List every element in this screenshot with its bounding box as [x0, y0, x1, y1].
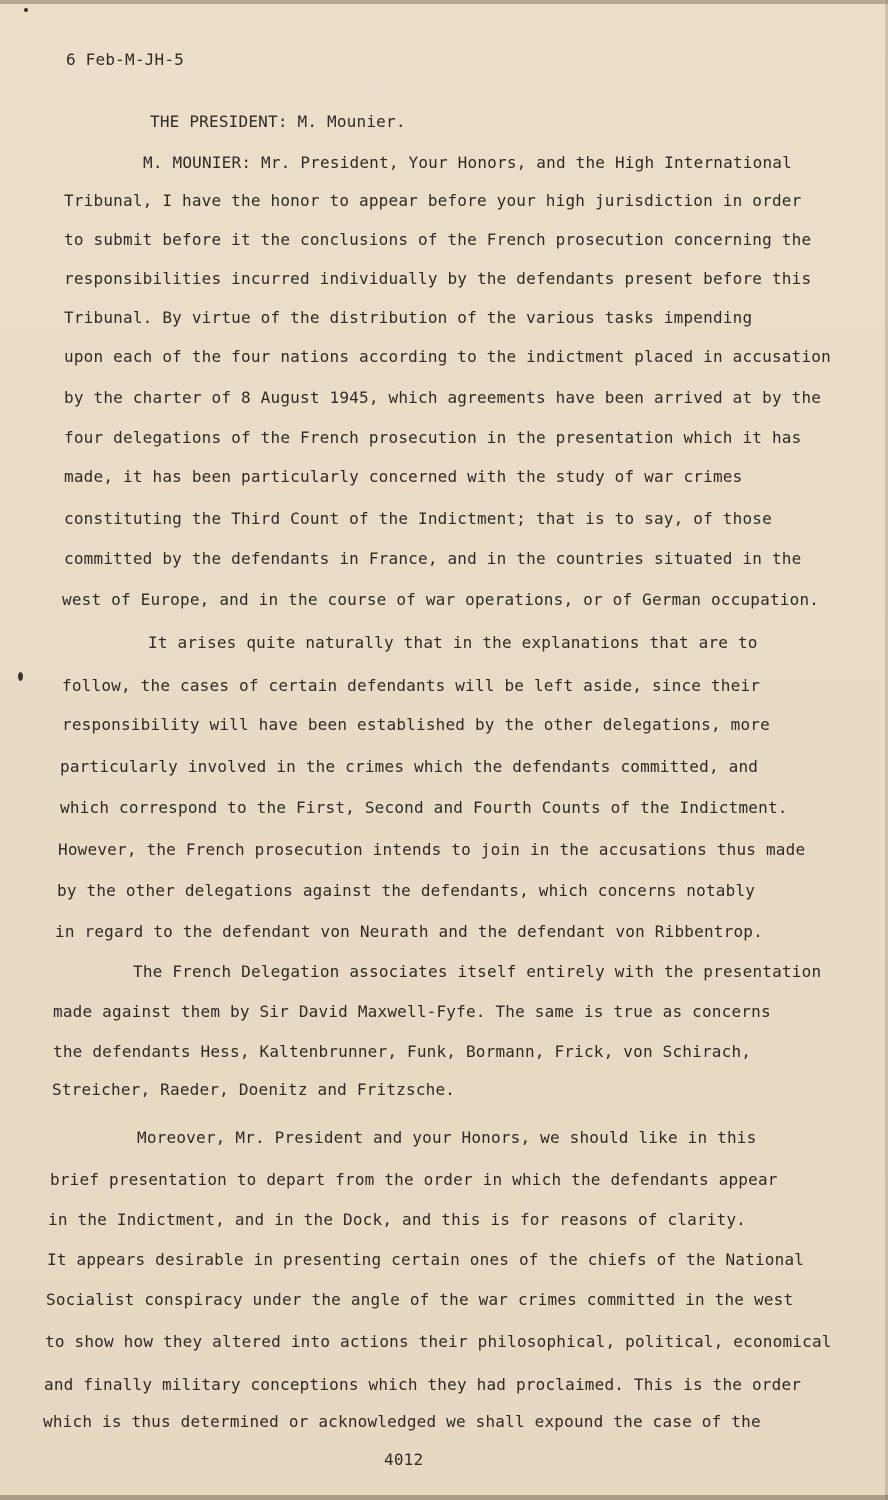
text-line: west of Europe, and in the course of war operations, or of German occupation. [62, 590, 820, 609]
document-header: 6 Feb-M-JH-5 [66, 50, 184, 69]
text-line: constituting the Third Count of the Indictment; that is to say, of those [64, 509, 772, 528]
page-bottom-edge [0, 1495, 888, 1500]
text-line: upon each of the four nations according to the indictment placed in accusation [64, 347, 831, 366]
ink-speck [24, 8, 28, 12]
text-line: The French Delegation associates itself entirely with the presentation [133, 962, 822, 981]
text-line: Moreover, Mr. President and your Honors, we should like in this [137, 1128, 757, 1147]
text-line: made against them by Sir David Maxwell-Fyfe. The same is true as concerns [53, 1002, 771, 1021]
page-top-edge [0, 0, 888, 4]
text-line: committed by the defendants in France, and in the countries situated in the [64, 549, 802, 568]
text-line: However, the French prosecution intends to join in the accusations thus made [58, 840, 806, 859]
text-line: follow, the cases of certain defendants will be left aside, since their [62, 676, 761, 695]
text-line: Tribunal, I have the honor to appear before your high jurisdiction in order [64, 191, 802, 210]
text-line: by the charter of 8 August 1945, which agreements have been arrived at by the [64, 388, 822, 407]
text-line: to submit before it the conclusions of the French prosecution concerning the [64, 230, 812, 249]
text-line: Tribunal. By virtue of the distribution of the various tasks impending [64, 308, 753, 327]
text-line: in the Indictment, and in the Dock, and this is for reasons of clarity. [48, 1210, 747, 1229]
text-line: and finally military conceptions which they had proclaimed. This is the order [44, 1375, 802, 1394]
ink-mark [18, 672, 23, 681]
text-line: brief presentation to depart from the order in which the defendants appear [50, 1170, 778, 1189]
text-line: which is thus determined or acknowledged we shall expound the case of the [43, 1412, 761, 1431]
text-line: responsibility will have been established by the other delegations, more [62, 715, 770, 734]
page-number: 4012 [384, 1450, 424, 1469]
text-line: particularly involved in the crimes which the defendants committed, and [60, 757, 759, 776]
text-line: the defendants Hess, Kaltenbrunner, Funk, Bormann, Frick, von Schirach, [53, 1042, 752, 1061]
text-line: four delegations of the French prosecution in the presentation which it has [64, 428, 802, 447]
text-line: responsibilities incurred individually by the defendants present before this [64, 269, 812, 288]
text-line: M. MOUNIER: Mr. President, Your Honors, and the High International [143, 153, 792, 172]
text-line: It appears desirable in presenting certain ones of the chiefs of the National [47, 1250, 805, 1269]
text-line: to show how they altered into actions their philosophical, political, economical [45, 1332, 832, 1351]
text-line: which correspond to the First, Second and Fourth Counts of the Indictment. [60, 798, 788, 817]
text-line: made, it has been particularly concerned with the study of war crimes [64, 467, 743, 486]
text-line: Streicher, Raeder, Doenitz and Fritzsche. [52, 1080, 456, 1099]
text-line: THE PRESIDENT: M. Mounier. [150, 112, 406, 131]
text-line: by the other delegations against the defendants, which concerns notably [57, 881, 756, 900]
text-line: It arises quite naturally that in the explanations that are to [148, 633, 758, 652]
text-line: Socialist conspiracy under the angle of the war crimes committed in the west [46, 1290, 794, 1309]
text-line: in regard to the defendant von Neurath and the defendant von Ribbentrop. [55, 922, 763, 941]
